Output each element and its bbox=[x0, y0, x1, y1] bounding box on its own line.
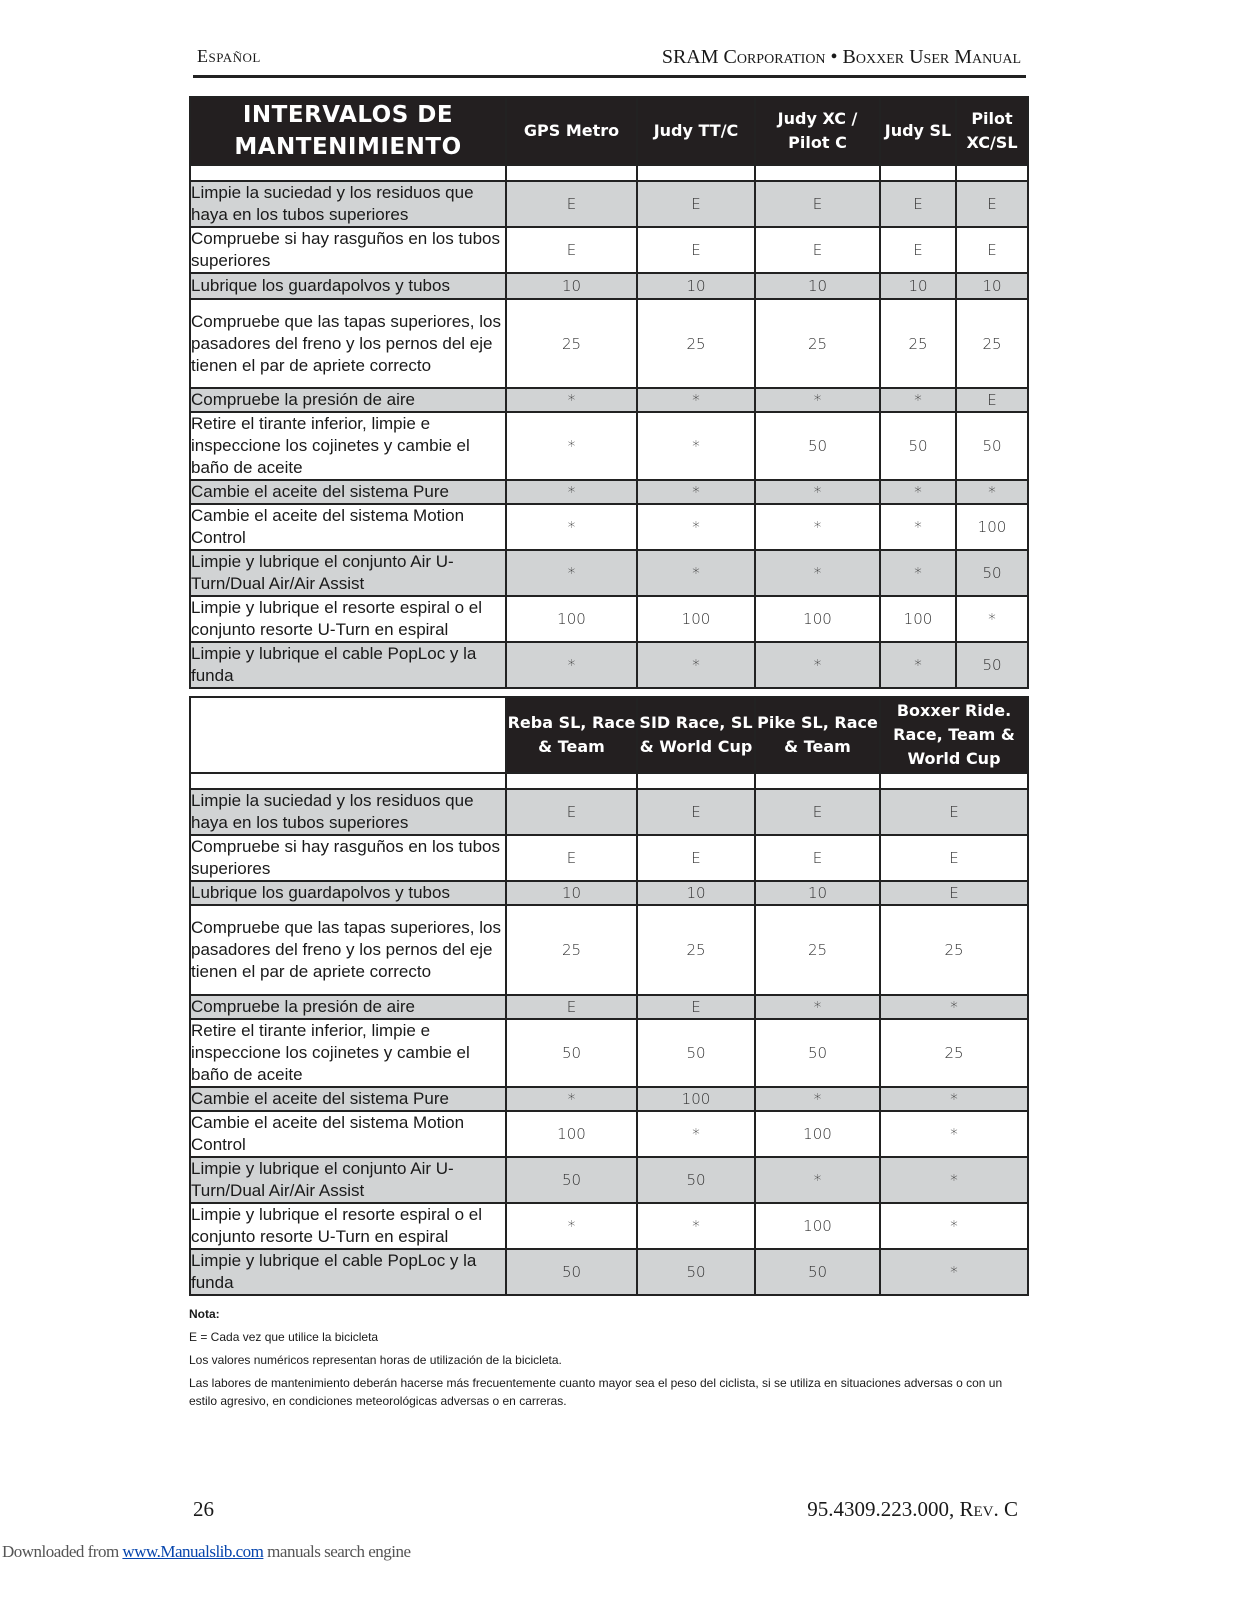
col-header: Pike SL, Race & Team bbox=[755, 697, 880, 773]
interval-cell: 100 bbox=[506, 1111, 637, 1157]
task-label: Compruebe si hay rasguños en los tubos superiores bbox=[190, 227, 506, 273]
header-rule bbox=[193, 75, 1026, 78]
interval-cell: 100 bbox=[506, 596, 637, 642]
note-line: E = Cada vez que utilice la bicicleta bbox=[189, 1330, 379, 1344]
interval-cell: E bbox=[506, 789, 637, 835]
task-label: Compruebe si hay rasguños en los tubos superiores bbox=[190, 835, 506, 881]
task-label: Compruebe la presión de aire bbox=[190, 388, 506, 412]
table-row bbox=[190, 480, 1028, 504]
task-label: Cambie el aceite del sistema Motion Control bbox=[190, 504, 506, 550]
table2-corner bbox=[190, 697, 506, 773]
interval-cell: * bbox=[880, 504, 956, 550]
table-row bbox=[190, 835, 1028, 881]
interval-cell: * bbox=[637, 1111, 755, 1157]
interval-cell: * bbox=[755, 504, 880, 550]
interval-cell: E bbox=[506, 181, 637, 227]
interval-cell: 25 bbox=[755, 905, 880, 995]
task-label: Compruebe que las tapas superiores, los pasadores del freno y los pernos del eje tienen el par de apriete correcto bbox=[190, 905, 506, 995]
interval-cell: E bbox=[755, 789, 880, 835]
interval-cell: * bbox=[755, 995, 880, 1019]
interval-cell: 25 bbox=[637, 299, 755, 388]
col-header: Pilot XC/SL bbox=[956, 97, 1028, 165]
task-label: Retire el tirante inferior, limpie e inspeccione los cojinetes y cambie el baño de aceite bbox=[190, 412, 506, 480]
interval-cell: 50 bbox=[506, 1157, 637, 1203]
task-label: Cambie el aceite del sistema Pure bbox=[190, 480, 506, 504]
task-label: Lubrique los guardapolvos y tubos bbox=[190, 273, 506, 299]
table-row bbox=[190, 596, 1028, 642]
interval-cell: * bbox=[506, 504, 637, 550]
task-label: Compruebe la presión de aire bbox=[190, 995, 506, 1019]
table-row bbox=[190, 1019, 1028, 1087]
interval-cell: * bbox=[755, 642, 880, 688]
interval-cell: 50 bbox=[637, 1249, 755, 1295]
interval-cell: * bbox=[880, 388, 956, 412]
interval-cell: 50 bbox=[506, 1019, 637, 1087]
interval-cell: * bbox=[755, 1087, 880, 1111]
interval-cell: * bbox=[637, 642, 755, 688]
table-row bbox=[190, 1111, 1028, 1157]
interval-cell: 10 bbox=[956, 273, 1028, 299]
task-label: Limpie la suciedad y los residuos que haya en los tubos superiores bbox=[190, 181, 506, 227]
interval-cell: E bbox=[956, 181, 1028, 227]
col-header: Boxxer Ride. Race, Team & World Cup bbox=[880, 697, 1028, 773]
table-row bbox=[190, 504, 1028, 550]
interval-cell: 50 bbox=[956, 412, 1028, 480]
interval-cell: * bbox=[880, 1157, 1028, 1203]
manualslib-link[interactable]: www.Manualslib.com bbox=[122, 1542, 264, 1561]
interval-cell: * bbox=[880, 995, 1028, 1019]
page-header bbox=[197, 46, 1021, 74]
interval-cell: 25 bbox=[880, 299, 956, 388]
interval-cell: E bbox=[755, 835, 880, 881]
table-row bbox=[190, 227, 1028, 273]
interval-cell: * bbox=[880, 1087, 1028, 1111]
interval-cell: E bbox=[880, 181, 956, 227]
interval-cell: * bbox=[506, 550, 637, 596]
interval-cell: * bbox=[956, 596, 1028, 642]
table-row bbox=[190, 1157, 1028, 1203]
interval-cell: 10 bbox=[880, 273, 956, 299]
task-label: Limpie y lubrique el conjunto Air U-Turn/Dual Air/Air Assist bbox=[190, 550, 506, 596]
interval-cell: * bbox=[506, 412, 637, 480]
table-row bbox=[190, 181, 1028, 227]
note-line: Los valores numéricos representan horas de utilización de la bicicleta. bbox=[189, 1353, 562, 1367]
interval-cell: * bbox=[506, 1203, 637, 1249]
interval-cell: * bbox=[637, 504, 755, 550]
table-row bbox=[190, 299, 1028, 388]
table2-header-row bbox=[190, 697, 1028, 773]
interval-cell: 100 bbox=[755, 596, 880, 642]
task-label: Cambie el aceite del sistema Motion Control bbox=[190, 1111, 506, 1157]
interval-cell: 50 bbox=[755, 1249, 880, 1295]
interval-cell: * bbox=[755, 550, 880, 596]
interval-cell: * bbox=[755, 1157, 880, 1203]
maintenance-table-2 bbox=[189, 696, 1029, 1296]
interval-cell: 50 bbox=[956, 550, 1028, 596]
download-notice bbox=[2, 1542, 411, 1562]
table-row bbox=[190, 789, 1028, 835]
interval-cell: E bbox=[880, 789, 1028, 835]
interval-cell: * bbox=[880, 642, 956, 688]
task-label: Limpie y lubrique el cable PopLoc y la funda bbox=[190, 642, 506, 688]
note-line: Las labores de mantenimiento deberán hacerse más frecuentemente cuanto mayor sea el peso del ciclista, si se utiliza en situaciones adversas o con un estilo agresivo, en condiciones meteorológicas adversas o en carreras. bbox=[189, 1376, 1003, 1408]
interval-cell: * bbox=[637, 480, 755, 504]
interval-cell: 25 bbox=[880, 1019, 1028, 1087]
table-row bbox=[190, 642, 1028, 688]
interval-cell: E bbox=[880, 835, 1028, 881]
interval-cell: 10 bbox=[755, 881, 880, 905]
interval-cell: E bbox=[637, 789, 755, 835]
interval-cell: E bbox=[880, 227, 956, 273]
document-number: 95.4309.223.000, Rev. C bbox=[807, 1497, 1018, 1521]
interval-cell: * bbox=[755, 480, 880, 504]
download-prefix: Downloaded from bbox=[2, 1542, 119, 1561]
interval-cell: * bbox=[506, 1087, 637, 1111]
interval-cell: 50 bbox=[755, 412, 880, 480]
col-header: Judy XC / Pilot C bbox=[755, 97, 880, 165]
interval-cell: 50 bbox=[880, 412, 956, 480]
interval-cell: 100 bbox=[637, 596, 755, 642]
interval-cell: * bbox=[880, 1111, 1028, 1157]
interval-cell: 10 bbox=[755, 273, 880, 299]
interval-cell: E bbox=[506, 995, 637, 1019]
col-header: Judy TT/C bbox=[637, 97, 755, 165]
interval-cell: E bbox=[637, 181, 755, 227]
interval-cell: 25 bbox=[506, 905, 637, 995]
interval-cell: * bbox=[880, 480, 956, 504]
header-spacer bbox=[190, 165, 1028, 181]
table-row bbox=[190, 1203, 1028, 1249]
interval-cell: 10 bbox=[637, 881, 755, 905]
interval-cell: 10 bbox=[506, 273, 637, 299]
interval-cell: 25 bbox=[506, 299, 637, 388]
page-number: 26 bbox=[193, 1497, 214, 1521]
interval-cell: 10 bbox=[637, 273, 755, 299]
table-row bbox=[190, 881, 1028, 905]
table-row bbox=[190, 905, 1028, 995]
download-suffix: manuals search engine bbox=[267, 1542, 411, 1561]
interval-cell: * bbox=[880, 1203, 1028, 1249]
task-label: Limpie y lubrique el resorte espiral o el conjunto resorte U-Turn en espiral bbox=[190, 596, 506, 642]
interval-cell: * bbox=[506, 642, 637, 688]
interval-cell: * bbox=[880, 550, 956, 596]
interval-cell: E bbox=[637, 995, 755, 1019]
table-row bbox=[190, 273, 1028, 299]
task-label: Cambie el aceite del sistema Pure bbox=[190, 1087, 506, 1111]
interval-cell: E bbox=[956, 227, 1028, 273]
interval-cell: * bbox=[637, 412, 755, 480]
interval-cell: 50 bbox=[637, 1019, 755, 1087]
interval-cell: * bbox=[506, 388, 637, 412]
interval-cell: 100 bbox=[956, 504, 1028, 550]
maintenance-table-1 bbox=[189, 96, 1029, 689]
notes-section bbox=[189, 1305, 1029, 1415]
table-row bbox=[190, 1087, 1028, 1111]
interval-cell: * bbox=[956, 480, 1028, 504]
interval-cell: 50 bbox=[506, 1249, 637, 1295]
header-title: SRAM Corporation • Boxxer User Manual bbox=[661, 46, 1021, 68]
interval-cell: * bbox=[506, 480, 637, 504]
table-row bbox=[190, 550, 1028, 596]
col-header: Reba SL, Race & Team bbox=[506, 697, 637, 773]
interval-cell: 100 bbox=[755, 1111, 880, 1157]
interval-cell: E bbox=[880, 881, 1028, 905]
task-label: Retire el tirante inferior, limpie e inspeccione los cojinetes y cambie el baño de aceite bbox=[190, 1019, 506, 1087]
col-header: SID Race, SL & World Cup bbox=[637, 697, 755, 773]
interval-cell: * bbox=[755, 388, 880, 412]
header-language: Español bbox=[197, 46, 261, 66]
interval-cell: E bbox=[637, 835, 755, 881]
interval-cell: 50 bbox=[755, 1019, 880, 1087]
interval-cell: * bbox=[880, 1249, 1028, 1295]
table-row bbox=[190, 412, 1028, 480]
interval-cell: 50 bbox=[956, 642, 1028, 688]
task-label: Limpie y lubrique el conjunto Air U-Turn/Dual Air/Air Assist bbox=[190, 1157, 506, 1203]
interval-cell: E bbox=[755, 227, 880, 273]
interval-cell: * bbox=[637, 550, 755, 596]
task-label: Lubrique los guardapolvos y tubos bbox=[190, 881, 506, 905]
interval-cell: 25 bbox=[755, 299, 880, 388]
task-label: Limpie y lubrique el cable PopLoc y la funda bbox=[190, 1249, 506, 1295]
interval-cell: E bbox=[956, 388, 1028, 412]
table1-header-row bbox=[190, 97, 1028, 165]
interval-cell: E bbox=[506, 835, 637, 881]
interval-cell: E bbox=[755, 181, 880, 227]
task-label: Limpie la suciedad y los residuos que haya en los tubos superiores bbox=[190, 789, 506, 835]
task-label: Compruebe que las tapas superiores, los pasadores del freno y los pernos del eje tienen el par de apriete correcto bbox=[190, 299, 506, 388]
interval-cell: 25 bbox=[880, 905, 1028, 995]
table-row bbox=[190, 1249, 1028, 1295]
interval-cell: 25 bbox=[637, 905, 755, 995]
interval-cell: 50 bbox=[637, 1157, 755, 1203]
interval-cell: 100 bbox=[755, 1203, 880, 1249]
table-title: INTERVALOS DE MANTENIMIENTO bbox=[190, 97, 506, 165]
interval-cell: 100 bbox=[637, 1087, 755, 1111]
interval-cell: 25 bbox=[956, 299, 1028, 388]
interval-cell: * bbox=[637, 1203, 755, 1249]
header-spacer bbox=[190, 773, 1028, 789]
interval-cell: E bbox=[637, 227, 755, 273]
col-header: GPS Metro bbox=[506, 97, 637, 165]
interval-cell: 100 bbox=[880, 596, 956, 642]
table-row bbox=[190, 995, 1028, 1019]
task-label: Limpie y lubrique el resorte espiral o el conjunto resorte U-Turn en espiral bbox=[190, 1203, 506, 1249]
notes-heading: Nota: bbox=[189, 1307, 220, 1321]
col-header: Judy SL bbox=[880, 97, 956, 165]
table-row bbox=[190, 388, 1028, 412]
interval-cell: * bbox=[637, 388, 755, 412]
interval-cell: E bbox=[506, 227, 637, 273]
interval-cell: 10 bbox=[506, 881, 637, 905]
